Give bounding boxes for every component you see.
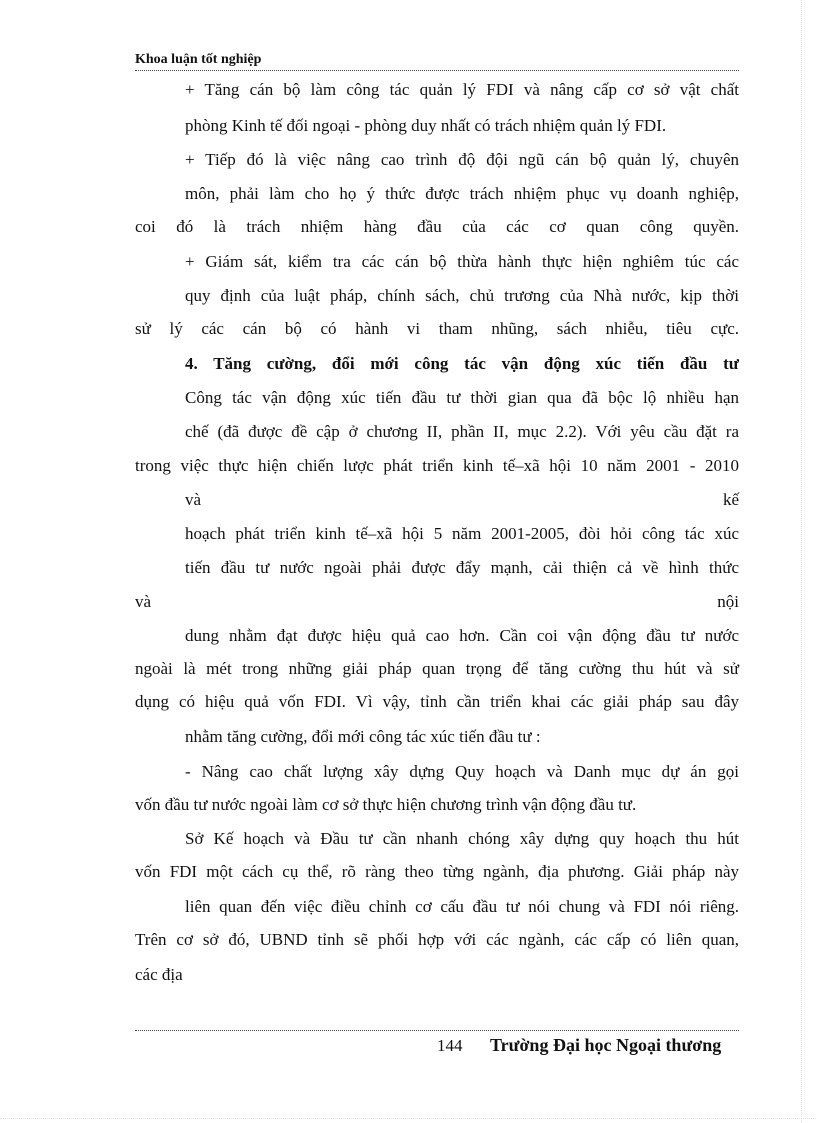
body-line: Công tác vận động xúc tiến đầu tư thời gian qua đã bộc lộ nhiều hạn: [185, 388, 739, 407]
body-line: phòng Kinh tế đối ngoại - phòng duy nhất có trách nhiệm quản lý FDI.: [185, 116, 667, 135]
body-line: quy định của luật pháp, chính sách, chủ trương của Nhà nước, kịp thời: [185, 286, 739, 305]
body-line: + Tăng cán bộ làm công tác quản lý FDI và nâng cấp cơ sở vật chất: [185, 80, 739, 99]
page-edge: [801, 0, 802, 1123]
body-line: vốn FDI một cách cụ thể, rõ ràng theo từng ngành, địa phương. Giải pháp này: [135, 862, 739, 881]
body-line: hoạch phát triển kinh tế–xã hội 5 năm 2001-2005, đòi hỏi công tác xúc: [185, 524, 739, 543]
body-line: chế (đã được đề cập ở chương II, phần II, mục 2.2). Với yêu cầu đặt ra: [185, 422, 739, 441]
body-line: và nội: [135, 592, 739, 611]
body-line: + Tiếp đó là việc nâng cao trình độ đội ngũ cán bộ quản lý, chuyên: [185, 150, 739, 169]
body-line: - Nâng cao chất lượng xây dựng Quy hoạch và Danh mục dự án gọi: [185, 762, 739, 781]
body-line: coi đó là trách nhiệm hàng đầu của các cơ quan công quyền.: [135, 217, 739, 236]
body-line: và kế: [185, 490, 739, 509]
body-line: vốn đầu tư nước ngoài làm cơ sở thực hiện chương trình vận động đầu tư.: [135, 795, 637, 814]
body-line: dung nhằm đạt được hiệu quả cao hơn. Cần coi vận động đầu tư nước: [185, 626, 739, 645]
body-line: nhằm tăng cường, đổi mới công tác xúc tiến đầu tư :: [185, 727, 541, 746]
footer-rule: [135, 1030, 739, 1031]
page-edge: [0, 1118, 816, 1119]
body-line: sử lý các cán bộ có hành vi tham nhũng, sách nhiễu, tiêu cực.: [135, 319, 739, 338]
section-heading: 4. Tăng cường, đổi mới công tác vận động xúc tiến đầu tư: [185, 354, 739, 373]
body-line: Trên cơ sở đó, UBND tỉnh sẽ phối hợp với các ngành, các cấp có liên quan,: [135, 930, 739, 949]
body-line: liên quan đến việc điều chỉnh cơ cấu đầu tư nói chung và FDI nói riêng.: [185, 897, 739, 916]
body-line: dụng có hiệu quả vốn FDI. Vì vậy, tỉnh cần triển khai các giải pháp sau đây: [135, 692, 739, 711]
footer-school: Trường Đại học Ngoại thương: [490, 1035, 722, 1055]
document-header: Khoa luận tốt nghiệp: [135, 52, 262, 67]
body-line: các địa: [135, 965, 183, 984]
header-rule: [135, 70, 739, 71]
body-line: tiến đầu tư nước ngoài phải được đẩy mạnh, cải thiện cả về hình thức: [185, 558, 739, 577]
body-line: Sở Kế hoạch và Đầu tư cần nhanh chóng xây dựng quy hoạch thu hút: [185, 829, 739, 848]
body-line: trong việc thực hiện chiến lược phát triển kinh tế–xã hội 10 năm 2001 - 2010: [135, 456, 739, 475]
body-line: môn, phải làm cho họ ý thức được trách nhiệm phục vụ doanh nghiệp,: [185, 184, 739, 203]
page-number: 144: [437, 1036, 463, 1055]
body-line: + Giám sát, kiểm tra các cán bộ thừa hành thực hiện nghiêm túc các: [185, 252, 739, 271]
body-line: ngoài là mét trong những giải pháp quan trọng để tăng cường thu hút và sử: [135, 659, 739, 678]
